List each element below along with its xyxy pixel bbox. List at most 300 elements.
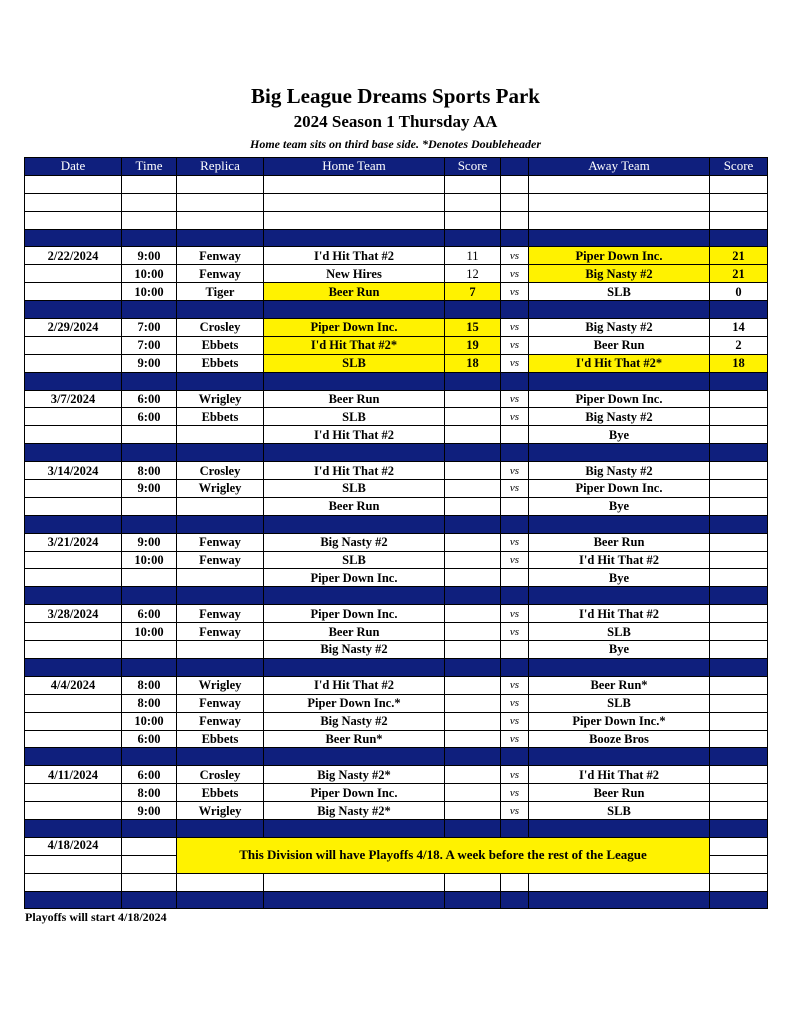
- empty-cell: [264, 873, 445, 891]
- separator-cell: [177, 819, 264, 837]
- separator-cell: [122, 372, 177, 390]
- home-team-cell: New Hires: [264, 265, 445, 283]
- column-header-home-score: Score: [445, 158, 501, 176]
- replica-cell: [177, 641, 264, 659]
- replica-cell: Ebbets: [177, 336, 264, 354]
- separator-cell: [25, 515, 122, 533]
- home-team-cell: SLB: [264, 408, 445, 426]
- away-team-cell: Piper Down Inc.: [529, 480, 710, 498]
- time-cell: 9:00: [122, 533, 177, 551]
- date-cell: [25, 480, 122, 498]
- home-score-cell: [445, 605, 501, 623]
- home-team-cell: Beer Run*: [264, 730, 445, 748]
- date-cell: 3/21/2024: [25, 533, 122, 551]
- game-row: [25, 533, 768, 551]
- replica-cell: Crosley: [177, 319, 264, 337]
- game-row: [25, 623, 768, 641]
- time-cell: 7:00: [122, 336, 177, 354]
- date-cell: 3/14/2024: [25, 462, 122, 480]
- separator-cell: [501, 748, 529, 766]
- date-cell: [25, 497, 122, 515]
- time-cell: [122, 193, 177, 211]
- separator-cell: [122, 891, 177, 909]
- home-team-cell: I'd Hit That #2: [264, 676, 445, 694]
- vs-cell: vs: [501, 319, 529, 337]
- home-team-cell: Piper Down Inc.: [264, 605, 445, 623]
- vs-cell: vs: [501, 730, 529, 748]
- date-cell: [25, 569, 122, 587]
- game-row: [25, 247, 768, 265]
- week-separator-row: [25, 444, 768, 462]
- empty-cell: [445, 873, 501, 891]
- home-score-cell: [445, 694, 501, 712]
- vs-cell: vs: [501, 712, 529, 730]
- away-team-cell: Bye: [529, 641, 710, 659]
- game-row: [25, 265, 768, 283]
- time-cell: 8:00: [122, 694, 177, 712]
- date-cell: 2/22/2024: [25, 247, 122, 265]
- away-score-cell: [710, 462, 768, 480]
- home-team-cell: SLB: [264, 551, 445, 569]
- home-team-cell: Beer Run: [264, 390, 445, 408]
- home-team-cell: Big Nasty #2*: [264, 802, 445, 820]
- away-team-cell: Piper Down Inc.: [529, 247, 710, 265]
- date-cell: [25, 855, 122, 873]
- home-score-cell: 11: [445, 247, 501, 265]
- separator-cell: [25, 891, 122, 909]
- time-cell: 9:00: [122, 480, 177, 498]
- separator-cell: [25, 372, 122, 390]
- separator-cell: [264, 891, 445, 909]
- home-team-cell: SLB: [264, 354, 445, 372]
- week-separator-row: [25, 301, 768, 319]
- replica-cell: Crosley: [177, 462, 264, 480]
- separator-cell: [445, 891, 501, 909]
- replica-cell: Fenway: [177, 605, 264, 623]
- vs-cell: vs: [501, 283, 529, 301]
- schedule-body: [25, 175, 768, 909]
- home-score-cell: [445, 390, 501, 408]
- away-team-cell: Bye: [529, 426, 710, 444]
- date-cell: 2/29/2024: [25, 319, 122, 337]
- vs-cell: vs: [501, 336, 529, 354]
- separator-cell: [264, 372, 445, 390]
- time-cell: 8:00: [122, 462, 177, 480]
- home-team-cell: I'd Hit That #2*: [264, 336, 445, 354]
- replica-cell: Fenway: [177, 623, 264, 641]
- replica-cell: Ebbets: [177, 408, 264, 426]
- separator-cell: [177, 515, 264, 533]
- away-team-cell: Bye: [529, 569, 710, 587]
- game-row: [25, 408, 768, 426]
- home-team-cell: Beer Run: [264, 623, 445, 641]
- game-row: [25, 497, 768, 515]
- vs-cell: [501, 497, 529, 515]
- playoffs-message: This Division will have Playoffs 4/18. A week before the rest of the League: [177, 837, 710, 873]
- home-team-cell: SLB: [264, 480, 445, 498]
- separator-cell: [710, 891, 768, 909]
- separator-cell: [264, 229, 445, 247]
- vs-cell: vs: [501, 265, 529, 283]
- separator-cell: [122, 819, 177, 837]
- separator-cell: [264, 748, 445, 766]
- vs-cell: vs: [501, 802, 529, 820]
- separator-cell: [529, 891, 710, 909]
- away-score-cell: [710, 837, 768, 855]
- separator-cell: [501, 515, 529, 533]
- page-subtitle: 2024 Season 1 Thursday AA: [293, 112, 498, 131]
- replica-cell: [177, 426, 264, 444]
- replica-cell: Ebbets: [177, 354, 264, 372]
- away-score-cell: [710, 480, 768, 498]
- date-cell: [25, 175, 122, 193]
- home-score-cell: 18: [445, 354, 501, 372]
- empty-cell: [710, 873, 768, 891]
- column-header-date: Date: [25, 158, 122, 176]
- vs-cell: vs: [501, 694, 529, 712]
- home-team-cell: [264, 193, 445, 211]
- away-team-cell: Beer Run: [529, 336, 710, 354]
- separator-cell: [445, 748, 501, 766]
- time-cell: [122, 569, 177, 587]
- week-separator-row: [25, 372, 768, 390]
- home-team-cell: Piper Down Inc.: [264, 784, 445, 802]
- date-cell: 3/28/2024: [25, 605, 122, 623]
- away-team-cell: [529, 175, 710, 193]
- separator-cell: [501, 444, 529, 462]
- home-score-cell: 19: [445, 336, 501, 354]
- home-score-cell: [445, 408, 501, 426]
- time-cell: 10:00: [122, 265, 177, 283]
- game-row: [25, 569, 768, 587]
- vs-cell: vs: [501, 784, 529, 802]
- away-score-cell: 14: [710, 319, 768, 337]
- date-cell: [25, 802, 122, 820]
- game-row: [25, 336, 768, 354]
- vs-cell: [501, 426, 529, 444]
- home-team-cell: Big Nasty #2: [264, 533, 445, 551]
- date-cell: 3/7/2024: [25, 390, 122, 408]
- vs-cell: [501, 211, 529, 229]
- vs-cell: vs: [501, 766, 529, 784]
- date-cell: [25, 211, 122, 229]
- game-row: [25, 784, 768, 802]
- time-cell: 6:00: [122, 730, 177, 748]
- home-team-cell: Piper Down Inc.*: [264, 694, 445, 712]
- replica-cell: Ebbets: [177, 784, 264, 802]
- separator-cell: [177, 229, 264, 247]
- separator-cell: [25, 301, 122, 319]
- date-cell: [25, 641, 122, 659]
- away-team-cell: Beer Run: [529, 533, 710, 551]
- home-team-cell: Big Nasty #2*: [264, 766, 445, 784]
- time-cell: 9:00: [122, 354, 177, 372]
- week-separator-row: [25, 819, 768, 837]
- time-cell: [122, 855, 177, 873]
- separator-cell: [122, 748, 177, 766]
- empty-cell: [122, 873, 177, 891]
- separator-cell: [25, 587, 122, 605]
- home-score-cell: [445, 569, 501, 587]
- home-team-cell: Beer Run: [264, 283, 445, 301]
- game-row: [25, 390, 768, 408]
- home-team-cell: Big Nasty #2: [264, 641, 445, 659]
- column-header-replica: Replica: [177, 158, 264, 176]
- home-team-cell: I'd Hit That #2: [264, 462, 445, 480]
- separator-cell: [445, 372, 501, 390]
- replica-cell: Ebbets: [177, 730, 264, 748]
- time-cell: [122, 426, 177, 444]
- date-cell: [25, 623, 122, 641]
- game-row: [25, 766, 768, 784]
- separator-cell: [25, 748, 122, 766]
- separator-cell: [529, 515, 710, 533]
- time-cell: 7:00: [122, 319, 177, 337]
- away-score-cell: [710, 426, 768, 444]
- separator-cell: [25, 444, 122, 462]
- away-team-cell: I'd Hit That #2: [529, 551, 710, 569]
- away-score-cell: [710, 605, 768, 623]
- away-team-cell: SLB: [529, 694, 710, 712]
- separator-cell: [710, 658, 768, 676]
- away-score-cell: [710, 533, 768, 551]
- column-header-time: Time: [122, 158, 177, 176]
- game-row: [25, 426, 768, 444]
- time-cell: 6:00: [122, 408, 177, 426]
- vs-cell: vs: [501, 480, 529, 498]
- date-cell: [25, 694, 122, 712]
- replica-cell: Fenway: [177, 694, 264, 712]
- away-score-cell: [710, 211, 768, 229]
- week-separator-row: [25, 891, 768, 909]
- away-score-cell: 21: [710, 265, 768, 283]
- vs-cell: [501, 193, 529, 211]
- game-row: [25, 211, 768, 229]
- away-team-cell: SLB: [529, 623, 710, 641]
- vs-cell: vs: [501, 605, 529, 623]
- separator-cell: [710, 444, 768, 462]
- time-cell: [122, 837, 177, 855]
- separator-cell: [710, 372, 768, 390]
- away-score-cell: 2: [710, 336, 768, 354]
- away-score-cell: [710, 766, 768, 784]
- separator-cell: [177, 301, 264, 319]
- separator-cell: [264, 658, 445, 676]
- separator-cell: [25, 819, 122, 837]
- separator-cell: [264, 587, 445, 605]
- separator-cell: [177, 372, 264, 390]
- separator-cell: [710, 587, 768, 605]
- home-score-cell: [445, 462, 501, 480]
- page-title: Big League Dreams Sports Park: [251, 84, 540, 108]
- vs-cell: [501, 641, 529, 659]
- away-score-cell: 0: [710, 283, 768, 301]
- away-score-cell: [710, 551, 768, 569]
- away-score-cell: [710, 175, 768, 193]
- date-cell: [25, 336, 122, 354]
- separator-cell: [264, 444, 445, 462]
- time-cell: 10:00: [122, 551, 177, 569]
- separator-cell: [445, 444, 501, 462]
- column-header-home-team: Home Team: [264, 158, 445, 176]
- vs-cell: [501, 175, 529, 193]
- separator-cell: [710, 229, 768, 247]
- time-cell: 6:00: [122, 766, 177, 784]
- home-score-cell: [445, 480, 501, 498]
- away-team-cell: Big Nasty #2: [529, 319, 710, 337]
- home-team-cell: Big Nasty #2: [264, 712, 445, 730]
- replica-cell: [177, 497, 264, 515]
- time-cell: [122, 641, 177, 659]
- time-cell: [122, 497, 177, 515]
- vs-cell: vs: [501, 390, 529, 408]
- replica-cell: Wrigley: [177, 390, 264, 408]
- separator-cell: [501, 587, 529, 605]
- away-team-cell: Beer Run*: [529, 676, 710, 694]
- date-cell: 4/4/2024: [25, 676, 122, 694]
- separator-cell: [501, 301, 529, 319]
- game-row: [25, 283, 768, 301]
- footer-note: Playoffs will start 4/18/2024: [25, 910, 167, 924]
- away-score-cell: [710, 730, 768, 748]
- separator-cell: [710, 819, 768, 837]
- time-cell: 9:00: [122, 802, 177, 820]
- separator-cell: [122, 444, 177, 462]
- time-cell: 9:00: [122, 247, 177, 265]
- game-row: [25, 676, 768, 694]
- vs-cell: vs: [501, 551, 529, 569]
- date-cell: [25, 283, 122, 301]
- separator-cell: [529, 301, 710, 319]
- vs-cell: [501, 569, 529, 587]
- game-row: [25, 605, 768, 623]
- separator-cell: [264, 515, 445, 533]
- separator-cell: [529, 587, 710, 605]
- time-cell: 6:00: [122, 605, 177, 623]
- home-score-cell: [445, 551, 501, 569]
- vs-cell: vs: [501, 247, 529, 265]
- home-team-cell: I'd Hit That #2: [264, 247, 445, 265]
- home-score-cell: [445, 211, 501, 229]
- replica-cell: Fenway: [177, 712, 264, 730]
- separator-cell: [501, 229, 529, 247]
- game-row: [25, 694, 768, 712]
- away-score-cell: 21: [710, 247, 768, 265]
- separator-cell: [710, 515, 768, 533]
- separator-cell: [177, 587, 264, 605]
- game-row: [25, 480, 768, 498]
- replica-cell: [177, 175, 264, 193]
- replica-cell: Wrigley: [177, 676, 264, 694]
- date-cell: [25, 265, 122, 283]
- away-score-cell: [710, 784, 768, 802]
- separator-cell: [501, 819, 529, 837]
- separator-cell: [177, 658, 264, 676]
- home-score-cell: [445, 623, 501, 641]
- away-team-cell: Beer Run: [529, 784, 710, 802]
- vs-cell: vs: [501, 408, 529, 426]
- date-cell: [25, 426, 122, 444]
- empty-cell: [25, 873, 122, 891]
- time-cell: 6:00: [122, 390, 177, 408]
- away-score-cell: [710, 855, 768, 873]
- separator-cell: [25, 658, 122, 676]
- replica-cell: [177, 569, 264, 587]
- week-separator-row: [25, 658, 768, 676]
- week-separator-row: [25, 515, 768, 533]
- date-cell: [25, 784, 122, 802]
- game-row: [25, 354, 768, 372]
- separator-cell: [122, 658, 177, 676]
- replica-cell: [177, 211, 264, 229]
- separator-cell: [445, 515, 501, 533]
- away-score-cell: [710, 694, 768, 712]
- separator-cell: [122, 229, 177, 247]
- away-score-cell: [710, 193, 768, 211]
- time-cell: [122, 175, 177, 193]
- home-team-cell: I'd Hit That #2: [264, 426, 445, 444]
- separator-cell: [501, 372, 529, 390]
- away-team-cell: SLB: [529, 802, 710, 820]
- home-score-cell: [445, 533, 501, 551]
- time-cell: 10:00: [122, 283, 177, 301]
- replica-cell: Tiger: [177, 283, 264, 301]
- date-cell: [25, 712, 122, 730]
- vs-cell: vs: [501, 676, 529, 694]
- vs-cell: vs: [501, 623, 529, 641]
- separator-cell: [445, 658, 501, 676]
- game-row: [25, 319, 768, 337]
- away-team-cell: I'd Hit That #2*: [529, 354, 710, 372]
- away-team-cell: SLB: [529, 283, 710, 301]
- away-team-cell: I'd Hit That #2: [529, 605, 710, 623]
- date-cell: 4/11/2024: [25, 766, 122, 784]
- separator-cell: [122, 515, 177, 533]
- date-cell: [25, 193, 122, 211]
- playoffs-row: [25, 837, 768, 855]
- column-header-away-team: Away Team: [529, 158, 710, 176]
- week-separator-row: [25, 229, 768, 247]
- separator-cell: [177, 748, 264, 766]
- separator-cell: [264, 819, 445, 837]
- separator-cell: [501, 658, 529, 676]
- home-score-cell: [445, 766, 501, 784]
- away-team-cell: Bye: [529, 497, 710, 515]
- away-score-cell: [710, 623, 768, 641]
- game-row: [25, 193, 768, 211]
- time-cell: [122, 211, 177, 229]
- away-team-cell: Big Nasty #2: [529, 462, 710, 480]
- separator-cell: [529, 748, 710, 766]
- away-team-cell: Piper Down Inc.*: [529, 712, 710, 730]
- away-team-cell: [529, 211, 710, 229]
- away-team-cell: Piper Down Inc.: [529, 390, 710, 408]
- time-cell: 8:00: [122, 784, 177, 802]
- schedule-table: [24, 157, 768, 909]
- away-team-cell: [529, 193, 710, 211]
- away-team-cell: Big Nasty #2: [529, 408, 710, 426]
- separator-cell: [529, 444, 710, 462]
- table-header-row: [25, 158, 768, 176]
- replica-cell: [177, 193, 264, 211]
- home-team-cell: [264, 175, 445, 193]
- date-cell: [25, 408, 122, 426]
- away-score-cell: [710, 408, 768, 426]
- away-score-cell: 18: [710, 354, 768, 372]
- game-row: [25, 802, 768, 820]
- empty-cell: [501, 873, 529, 891]
- away-score-cell: [710, 569, 768, 587]
